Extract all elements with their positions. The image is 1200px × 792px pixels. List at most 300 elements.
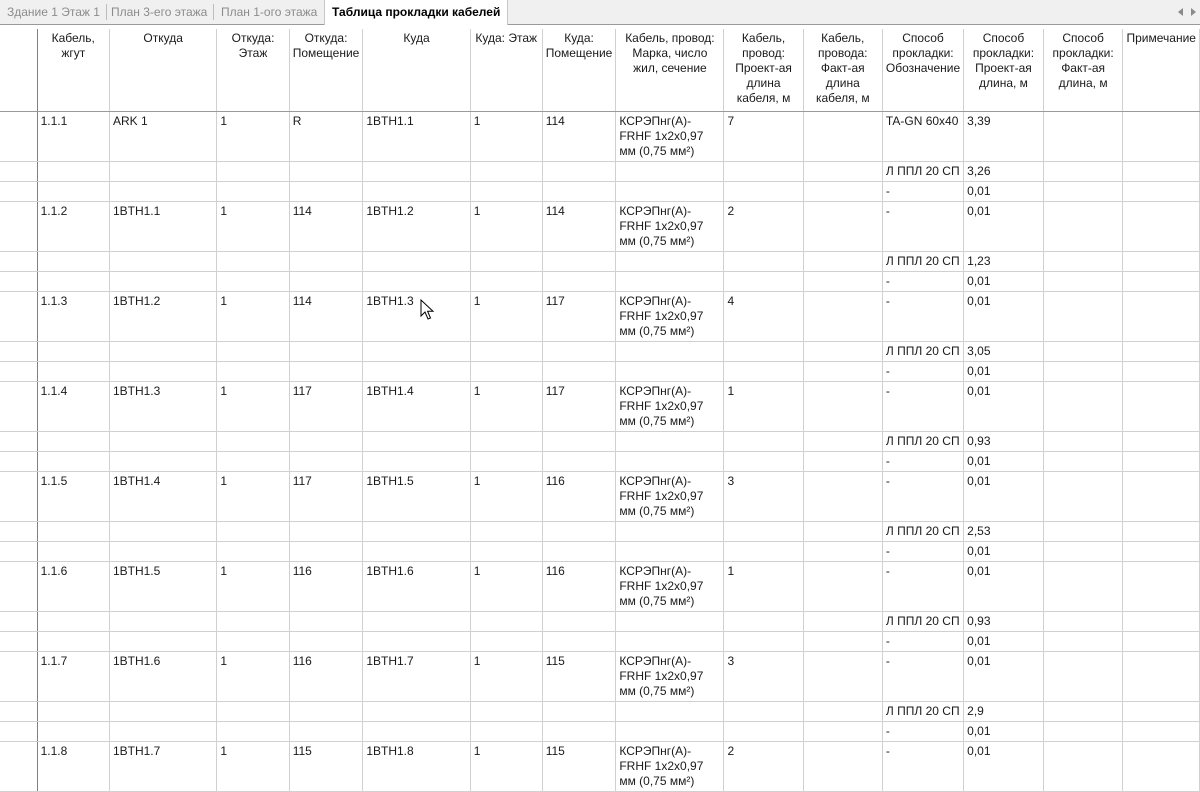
cell-project-length[interactable] xyxy=(724,181,803,201)
cell-fact-length[interactable] xyxy=(803,181,882,201)
cell-to-floor[interactable]: 1 xyxy=(470,651,542,701)
cell-from-room[interactable] xyxy=(289,271,363,291)
cell-to-floor[interactable]: 1 xyxy=(470,291,542,341)
table-row[interactable] xyxy=(0,271,1200,291)
cell-from-floor[interactable] xyxy=(217,341,289,361)
cell-cable-mark[interactable]: КСРЭПнг(А)-FRHF 1x2x0,97 мм (0,75 мм²) xyxy=(616,201,724,251)
cell-cable-mark[interactable] xyxy=(616,161,724,181)
cell-cable[interactable] xyxy=(37,541,109,561)
cell-method-length[interactable]: 0,01 xyxy=(964,291,1044,341)
cell-method-fact-length[interactable] xyxy=(1043,341,1123,361)
cell-cable-mark[interactable] xyxy=(616,701,724,721)
cell-from-room[interactable] xyxy=(289,251,363,271)
cell-to-room[interactable]: 116 xyxy=(542,561,616,611)
column-header[interactable]: Куда: Этаж xyxy=(470,29,542,111)
cell-from[interactable] xyxy=(109,271,216,291)
cell-from-floor[interactable]: 1 xyxy=(217,561,289,611)
cell-method-fact-length[interactable] xyxy=(1043,181,1123,201)
cell-from-floor[interactable]: 1 xyxy=(217,471,289,521)
cell-cable[interactable]: 1.1.4 xyxy=(37,381,109,431)
cell-cable[interactable]: 1.1.3 xyxy=(37,291,109,341)
cell-method-length[interactable]: 0,01 xyxy=(964,201,1044,251)
table-row[interactable] xyxy=(0,561,1200,611)
cell-from[interactable] xyxy=(109,161,216,181)
table-row[interactable] xyxy=(0,611,1200,631)
cell-from-floor[interactable] xyxy=(217,161,289,181)
table-row[interactable] xyxy=(0,741,1200,791)
cell-note[interactable] xyxy=(1123,201,1200,251)
cell-to-floor[interactable] xyxy=(470,431,542,451)
table-row[interactable] xyxy=(0,361,1200,381)
row-gutter[interactable] xyxy=(0,161,37,181)
cell-to[interactable] xyxy=(363,341,470,361)
cell-method-length[interactable]: 0,01 xyxy=(964,651,1044,701)
cell-method-length[interactable]: 3,05 xyxy=(964,341,1044,361)
cell-method-length[interactable]: 0,01 xyxy=(964,561,1044,611)
cell-from[interactable]: 1BTH1.5 xyxy=(109,561,216,611)
cell-cable-mark[interactable]: КСРЭПнг(А)-FRHF 1x2x0,97 мм (0,75 мм²) xyxy=(616,741,724,791)
cell-cable-mark[interactable] xyxy=(616,611,724,631)
cell-note[interactable] xyxy=(1123,291,1200,341)
cell-from-room[interactable]: 114 xyxy=(289,201,363,251)
cell-fact-length[interactable] xyxy=(803,721,882,741)
tab-plan-1st-floor[interactable] xyxy=(214,0,324,24)
cell-from[interactable]: 1BTH1.7 xyxy=(109,741,216,791)
cell-method-fact-length[interactable] xyxy=(1043,361,1123,381)
cell-to-room[interactable] xyxy=(542,611,616,631)
table-row[interactable] xyxy=(0,651,1200,701)
cell-fact-length[interactable] xyxy=(803,291,882,341)
row-gutter[interactable] xyxy=(0,361,37,381)
cell-to-room[interactable] xyxy=(542,161,616,181)
cell-from-room[interactable] xyxy=(289,611,363,631)
cell-from[interactable] xyxy=(109,431,216,451)
cell-fact-length[interactable] xyxy=(803,701,882,721)
cell-project-length[interactable]: 3 xyxy=(724,471,803,521)
cell-note[interactable] xyxy=(1123,341,1200,361)
cell-project-length[interactable] xyxy=(724,721,803,741)
cell-to-floor[interactable] xyxy=(470,631,542,651)
cell-to-room[interactable] xyxy=(542,631,616,651)
cell-cable-mark[interactable]: КСРЭПнг(А)-FRHF 1x2x0,97 мм (0,75 мм²) xyxy=(616,561,724,611)
cell-note[interactable] xyxy=(1123,541,1200,561)
cell-from[interactable] xyxy=(109,251,216,271)
cell-from-floor[interactable]: 1 xyxy=(217,111,289,161)
table-row[interactable] xyxy=(0,471,1200,521)
cell-method-length[interactable]: 0,01 xyxy=(964,631,1044,651)
cell-cable-mark[interactable] xyxy=(616,451,724,471)
cell-fact-length[interactable] xyxy=(803,161,882,181)
cell-method[interactable]: Л ППЛ 20 СП xyxy=(882,431,963,451)
cell-method-length[interactable]: 0,01 xyxy=(964,541,1044,561)
tab-building-1-floor-1[interactable] xyxy=(0,0,107,24)
cell-to-room[interactable] xyxy=(542,181,616,201)
cell-to[interactable] xyxy=(363,631,470,651)
cell-from[interactable] xyxy=(109,701,216,721)
cell-method[interactable]: Л ППЛ 20 СП xyxy=(882,611,963,631)
cell-to[interactable]: 1BTH1.3 xyxy=(363,291,470,341)
row-gutter[interactable] xyxy=(0,431,37,451)
cell-to[interactable]: 1BTH1.1 xyxy=(363,111,470,161)
column-header[interactable]: Кабель, жгут xyxy=(37,29,109,111)
cell-to-floor[interactable]: 1 xyxy=(470,111,542,161)
cell-fact-length[interactable] xyxy=(803,651,882,701)
cell-method[interactable]: - xyxy=(882,201,963,251)
cell-to[interactable]: 1BTH1.4 xyxy=(363,381,470,431)
cell-method-length[interactable]: 3,26 xyxy=(964,161,1044,181)
cell-from[interactable] xyxy=(109,631,216,651)
cell-cable[interactable] xyxy=(37,611,109,631)
column-header[interactable]: Примечание xyxy=(1123,29,1200,111)
cell-to-floor[interactable]: 1 xyxy=(470,741,542,791)
cell-project-length[interactable] xyxy=(724,361,803,381)
table-row[interactable] xyxy=(0,451,1200,471)
cell-cable[interactable] xyxy=(37,271,109,291)
row-gutter[interactable] xyxy=(0,611,37,631)
cell-to-floor[interactable] xyxy=(470,721,542,741)
cell-from-floor[interactable]: 1 xyxy=(217,201,289,251)
cell-fact-length[interactable] xyxy=(803,251,882,271)
cell-from-room[interactable] xyxy=(289,361,363,381)
cell-fact-length[interactable] xyxy=(803,631,882,651)
cell-cable[interactable] xyxy=(37,631,109,651)
cell-project-length[interactable] xyxy=(724,271,803,291)
cell-project-length[interactable] xyxy=(724,701,803,721)
cell-to[interactable] xyxy=(363,181,470,201)
table-row[interactable] xyxy=(0,201,1200,251)
row-gutter[interactable] xyxy=(0,721,37,741)
cell-cable-mark[interactable]: КСРЭПнг(А)-FRHF 1x2x0,97 мм (0,75 мм²) xyxy=(616,381,724,431)
cell-method-fact-length[interactable] xyxy=(1043,251,1123,271)
cell-fact-length[interactable] xyxy=(803,381,882,431)
cell-from[interactable]: 1BTH1.6 xyxy=(109,651,216,701)
cell-from-room[interactable] xyxy=(289,521,363,541)
cell-method-fact-length[interactable] xyxy=(1043,721,1123,741)
cell-to-room[interactable]: 115 xyxy=(542,741,616,791)
cell-method[interactable]: - xyxy=(882,561,963,611)
chevron-left-icon[interactable] xyxy=(1178,8,1183,16)
cell-note[interactable] xyxy=(1123,271,1200,291)
cell-to[interactable] xyxy=(363,721,470,741)
cell-to[interactable] xyxy=(363,701,470,721)
cell-cable-mark[interactable] xyxy=(616,541,724,561)
cell-project-length[interactable] xyxy=(724,431,803,451)
cell-from[interactable] xyxy=(109,361,216,381)
cell-method-fact-length[interactable] xyxy=(1043,471,1123,521)
table-row[interactable] xyxy=(0,181,1200,201)
cell-to-room[interactable] xyxy=(542,701,616,721)
cell-to-room[interactable] xyxy=(542,541,616,561)
cell-cable[interactable]: 1.1.7 xyxy=(37,651,109,701)
table-row[interactable] xyxy=(0,111,1200,161)
cell-from-floor[interactable] xyxy=(217,431,289,451)
cell-note[interactable] xyxy=(1123,181,1200,201)
cell-from-room[interactable]: 117 xyxy=(289,381,363,431)
column-header[interactable]: Кабель, провод: Марка, число жил, сечение xyxy=(616,29,724,111)
cell-method[interactable]: Л ППЛ 20 СП xyxy=(882,341,963,361)
cell-to-floor[interactable]: 1 xyxy=(470,381,542,431)
tab-plan-3rd-floor[interactable] xyxy=(104,0,214,24)
cell-project-length[interactable] xyxy=(724,631,803,651)
row-gutter[interactable] xyxy=(0,701,37,721)
cell-method-fact-length[interactable] xyxy=(1043,291,1123,341)
cell-project-length[interactable]: 3 xyxy=(724,651,803,701)
cell-method[interactable]: - xyxy=(882,291,963,341)
cell-from[interactable]: 1BTH1.3 xyxy=(109,381,216,431)
cell-from-floor[interactable] xyxy=(217,271,289,291)
cell-method-fact-length[interactable] xyxy=(1043,631,1123,651)
cell-fact-length[interactable] xyxy=(803,611,882,631)
row-gutter[interactable] xyxy=(0,111,37,161)
cell-from-room[interactable]: 116 xyxy=(289,561,363,611)
cell-from-room[interactable]: 115 xyxy=(289,741,363,791)
row-gutter[interactable] xyxy=(0,631,37,651)
cell-method[interactable]: - xyxy=(882,181,963,201)
cell-cable-mark[interactable] xyxy=(616,521,724,541)
cell-cable-mark[interactable] xyxy=(616,271,724,291)
cell-cable-mark[interactable]: КСРЭПнг(А)-FRHF 1x2x0,97 мм (0,75 мм²) xyxy=(616,471,724,521)
cell-to-floor[interactable] xyxy=(470,181,542,201)
cell-to-room[interactable]: 116 xyxy=(542,471,616,521)
cell-cable-mark[interactable]: КСРЭПнг(А)-FRHF 1x2x0,97 мм (0,75 мм²) xyxy=(616,111,724,161)
cell-to-room[interactable] xyxy=(542,271,616,291)
cell-fact-length[interactable] xyxy=(803,541,882,561)
cell-cable[interactable] xyxy=(37,701,109,721)
cell-note[interactable] xyxy=(1123,701,1200,721)
row-gutter[interactable] xyxy=(0,471,37,521)
cell-method[interactable]: Л ППЛ 20 СП xyxy=(882,161,963,181)
cell-method-length[interactable]: 0,01 xyxy=(964,361,1044,381)
row-gutter[interactable] xyxy=(0,651,37,701)
cell-to-floor[interactable]: 1 xyxy=(470,471,542,521)
cell-to[interactable] xyxy=(363,541,470,561)
cell-to[interactable] xyxy=(363,431,470,451)
cell-fact-length[interactable] xyxy=(803,521,882,541)
table-row[interactable] xyxy=(0,161,1200,181)
cell-cable[interactable]: 1.1.2 xyxy=(37,201,109,251)
cell-cable[interactable]: 1.1.1 xyxy=(37,111,109,161)
cell-fact-length[interactable] xyxy=(803,451,882,471)
table-row[interactable] xyxy=(0,721,1200,741)
row-gutter[interactable] xyxy=(0,341,37,361)
cell-to-room[interactable]: 114 xyxy=(542,201,616,251)
tab-cable-routing-table[interactable] xyxy=(324,0,508,25)
cell-to-floor[interactable] xyxy=(470,701,542,721)
cell-cable-mark[interactable]: КСРЭПнг(А)-FRHF 1x2x0,97 мм (0,75 мм²) xyxy=(616,651,724,701)
column-header[interactable]: Откуда: Помещение xyxy=(289,29,363,111)
cell-note[interactable] xyxy=(1123,381,1200,431)
row-gutter[interactable] xyxy=(0,561,37,611)
cell-note[interactable] xyxy=(1123,161,1200,181)
column-header[interactable]: Кабель, провода: Факт-ая длина кабеля, м xyxy=(803,29,882,111)
cell-to-room[interactable]: 115 xyxy=(542,651,616,701)
cell-method-length[interactable]: 0,01 xyxy=(964,471,1044,521)
cell-cable-mark[interactable] xyxy=(616,251,724,271)
cell-to-floor[interactable] xyxy=(470,611,542,631)
cell-from[interactable] xyxy=(109,341,216,361)
cell-method-fact-length[interactable] xyxy=(1043,451,1123,471)
cell-method-fact-length[interactable] xyxy=(1043,611,1123,631)
cell-from-room[interactable] xyxy=(289,541,363,561)
cell-note[interactable] xyxy=(1123,561,1200,611)
cell-from[interactable] xyxy=(109,521,216,541)
cell-from[interactable] xyxy=(109,541,216,561)
cell-method-fact-length[interactable] xyxy=(1043,521,1123,541)
row-gutter[interactable] xyxy=(0,181,37,201)
cell-from-room[interactable]: 114 xyxy=(289,291,363,341)
column-header[interactable]: Откуда: Этаж xyxy=(217,29,289,111)
row-gutter[interactable] xyxy=(0,251,37,271)
cell-to-floor[interactable] xyxy=(470,271,542,291)
cell-method[interactable]: - xyxy=(882,651,963,701)
cell-method[interactable]: - xyxy=(882,541,963,561)
cell-from[interactable] xyxy=(109,181,216,201)
cell-to-floor[interactable] xyxy=(470,361,542,381)
cell-from[interactable] xyxy=(109,721,216,741)
row-gutter[interactable] xyxy=(0,521,37,541)
cell-note[interactable] xyxy=(1123,631,1200,651)
cell-to[interactable] xyxy=(363,451,470,471)
cell-to-room[interactable] xyxy=(542,251,616,271)
cell-from-floor[interactable] xyxy=(217,361,289,381)
cell-fact-length[interactable] xyxy=(803,341,882,361)
cell-to-room[interactable] xyxy=(542,341,616,361)
cell-note[interactable] xyxy=(1123,651,1200,701)
cell-project-length[interactable] xyxy=(724,251,803,271)
cell-cable[interactable] xyxy=(37,431,109,451)
table-row[interactable] xyxy=(0,291,1200,341)
cell-fact-length[interactable] xyxy=(803,431,882,451)
cell-from-room[interactable] xyxy=(289,631,363,651)
cell-method[interactable]: - xyxy=(882,471,963,521)
cell-method-length[interactable]: 0,01 xyxy=(964,721,1044,741)
cell-method-fact-length[interactable] xyxy=(1043,431,1123,451)
cell-to-floor[interactable]: 1 xyxy=(470,561,542,611)
cell-method[interactable]: Л ППЛ 20 СП xyxy=(882,251,963,271)
cell-fact-length[interactable] xyxy=(803,741,882,791)
cell-method[interactable]: Л ППЛ 20 СП xyxy=(882,521,963,541)
cell-cable[interactable] xyxy=(37,251,109,271)
cell-to[interactable] xyxy=(363,521,470,541)
cell-from-room[interactable]: 117 xyxy=(289,471,363,521)
cell-from-room[interactable] xyxy=(289,341,363,361)
cell-from-room[interactable] xyxy=(289,431,363,451)
table-row[interactable] xyxy=(0,381,1200,431)
cell-cable[interactable] xyxy=(37,451,109,471)
cell-method-length[interactable]: 0,01 xyxy=(964,451,1044,471)
cell-to-floor[interactable] xyxy=(470,541,542,561)
cell-to-room[interactable]: 117 xyxy=(542,381,616,431)
cell-to-room[interactable] xyxy=(542,361,616,381)
cell-to[interactable]: 1BTH1.8 xyxy=(363,741,470,791)
row-gutter[interactable] xyxy=(0,381,37,431)
cell-fact-length[interactable] xyxy=(803,271,882,291)
cell-cable-mark[interactable] xyxy=(616,181,724,201)
row-gutter[interactable] xyxy=(0,271,37,291)
cell-from[interactable]: 1BTH1.2 xyxy=(109,291,216,341)
cell-from[interactable]: 1BTH1.4 xyxy=(109,471,216,521)
cell-method-length[interactable]: 1,23 xyxy=(964,251,1044,271)
cell-note[interactable] xyxy=(1123,741,1200,791)
cell-note[interactable] xyxy=(1123,431,1200,451)
cell-method-fact-length[interactable] xyxy=(1043,561,1123,611)
cell-project-length[interactable] xyxy=(724,541,803,561)
cell-fact-length[interactable] xyxy=(803,561,882,611)
cell-method-fact-length[interactable] xyxy=(1043,381,1123,431)
cell-from-floor[interactable] xyxy=(217,541,289,561)
cell-from[interactable] xyxy=(109,611,216,631)
column-header[interactable]: Куда xyxy=(363,29,470,111)
cell-note[interactable] xyxy=(1123,111,1200,161)
cell-method-fact-length[interactable] xyxy=(1043,701,1123,721)
cell-method-fact-length[interactable] xyxy=(1043,541,1123,561)
table-row[interactable] xyxy=(0,341,1200,361)
table-row[interactable] xyxy=(0,631,1200,651)
cell-project-length[interactable]: 1 xyxy=(724,561,803,611)
cell-method[interactable]: - xyxy=(882,721,963,741)
cell-to-floor[interactable]: 1 xyxy=(470,201,542,251)
cell-project-length[interactable]: 7 xyxy=(724,111,803,161)
cell-cable-mark[interactable] xyxy=(616,631,724,651)
cell-cable[interactable]: 1.1.5 xyxy=(37,471,109,521)
cell-fact-length[interactable] xyxy=(803,471,882,521)
row-gutter[interactable] xyxy=(0,741,37,791)
cell-cable[interactable] xyxy=(37,161,109,181)
cell-from-floor[interactable]: 1 xyxy=(217,291,289,341)
cell-to-room[interactable]: 114 xyxy=(542,111,616,161)
cell-from-room[interactable]: 116 xyxy=(289,651,363,701)
column-header[interactable]: Способ прокладки: Обозначение xyxy=(882,29,963,111)
cell-cable-mark[interactable]: КСРЭПнг(А)-FRHF 1x2x0,97 мм (0,75 мм²) xyxy=(616,291,724,341)
cell-from-room[interactable] xyxy=(289,181,363,201)
cell-method-fact-length[interactable] xyxy=(1043,651,1123,701)
cell-project-length[interactable]: 4 xyxy=(724,291,803,341)
cell-to[interactable] xyxy=(363,271,470,291)
cell-method-fact-length[interactable] xyxy=(1043,111,1123,161)
table-row[interactable] xyxy=(0,541,1200,561)
cell-fact-length[interactable] xyxy=(803,111,882,161)
cell-cable[interactable]: 1.1.8 xyxy=(37,741,109,791)
cell-from[interactable]: ARK 1 xyxy=(109,111,216,161)
cell-method-length[interactable]: 0,01 xyxy=(964,181,1044,201)
cell-note[interactable] xyxy=(1123,521,1200,541)
table-row[interactable] xyxy=(0,701,1200,721)
cell-to-floor[interactable] xyxy=(470,521,542,541)
cell-method-fact-length[interactable] xyxy=(1043,201,1123,251)
column-header[interactable]: Способ прокладки: Проект-ая длина, м xyxy=(964,29,1044,111)
table-row[interactable] xyxy=(0,251,1200,271)
column-header[interactable]: Откуда xyxy=(109,29,216,111)
cell-method[interactable]: - xyxy=(882,631,963,651)
cell-cable[interactable] xyxy=(37,361,109,381)
cell-method-fact-length[interactable] xyxy=(1043,161,1123,181)
cell-to-room[interactable] xyxy=(542,521,616,541)
cell-to[interactable]: 1BTH1.6 xyxy=(363,561,470,611)
cell-method[interactable]: - xyxy=(882,271,963,291)
cell-method-fact-length[interactable] xyxy=(1043,741,1123,791)
cell-cable-mark[interactable] xyxy=(616,361,724,381)
cell-method-length[interactable]: 0,01 xyxy=(964,271,1044,291)
cell-method[interactable]: - xyxy=(882,451,963,471)
cell-from-floor[interactable] xyxy=(217,721,289,741)
cell-method-length[interactable]: 0,01 xyxy=(964,741,1044,791)
cell-method[interactable]: - xyxy=(882,361,963,381)
cell-cable-mark[interactable] xyxy=(616,341,724,361)
cell-cable[interactable] xyxy=(37,341,109,361)
cell-method[interactable]: - xyxy=(882,741,963,791)
table-row[interactable] xyxy=(0,431,1200,451)
cell-note[interactable] xyxy=(1123,451,1200,471)
